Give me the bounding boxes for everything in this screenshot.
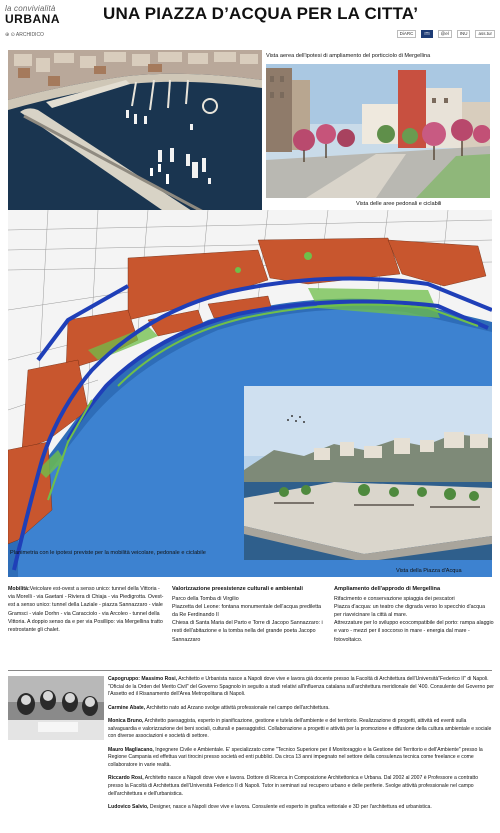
bio-text: Architetto e Urbanista nasce a Napoli dove vive e lavora già docente presso la Facoltà di Architettura dell'Università"Federico II" di Napoli. "Oficial de la Orden del Merito Civil" del Governo Spagnolo in seguito a studi relativi all'influenza catalana sull'architettura meridionale del '400. Consulente del Governo per l'Assetto ed il Risanamento dell'Area Metropolitana di Napoli. — [108, 676, 494, 698]
harbour-heading: Ampliamento dell'approdo di Mergellina — [334, 586, 441, 592]
bio-name: Monica Bruno, — [108, 717, 144, 724]
bio-entry — [108, 747, 494, 770]
mobility-paragraph — [8, 585, 168, 634]
bio-entry — [108, 705, 494, 713]
bio-text: Architetto nato ad Arzano svolge attività professionale nel campo dell'architettura. — [145, 704, 330, 711]
bio-name: Riccardo Rosi, — [108, 775, 144, 782]
heritage-column — [172, 585, 328, 644]
harbour-item: Piazza d'acqua: un teatro che digrada verso lo specchio d'acqua per riavvicinare la città al mare. — [334, 603, 486, 619]
bio-entry — [108, 676, 494, 699]
bio-text: Ingegnere Civile e Ambientale. E' specializzato come "Tecnico Superiore per il Monitoraggio e la Gestione del Territorio e dell'Ambiente" presso la Regione Campania ed effettua vari tirocini presso società ed enti pubblici. Da circa 13 anni impegnato nel settore della consulenza tecnica come freelance e come collaboratore in varie realtà. — [108, 746, 483, 769]
aerial-harbour-image — [8, 50, 262, 222]
partner-logo: DiARC — [397, 30, 417, 38]
mobility-text: Veicolare est-ovest a senso unico: tunnel della Vittoria - via Morelli - via Gaetani - Riviera di Chiaja - via Piedigrotta. Ovest-est a senso unico: tunnel della Laziale - piazza Sannazzaro - viale Gramsci - viale Dorhn - via Caracciolo - via Arcoleo - tunnel della Vittoria. A doppio senso da e per via Posillipo: via Mergellina tratto restrostante gli chalet. — [8, 586, 164, 634]
partner-logo: INU — [457, 30, 471, 38]
bio-text: Architetto nasce a Napoli dove vive e lavora. Dottore di Ricerca in Composizione Architettonica e Urbana. Dal 2002 al 2007 è Professore a contratto presso la Facoltà di Architettura dell'Università Federico II di Napoli. Tutor in seminari sul recupero urbano e delle periferie. Svolge attività professionale nel campo dell'architettura e dell'urbanistica. — [108, 775, 479, 797]
partner-logo: ITI — [421, 30, 432, 38]
logo-tagline: la convivialità — [5, 4, 56, 13]
bio-name: Ludovico Salvio, — [108, 804, 149, 811]
poster-header — [0, 0, 500, 46]
piazza-caption: Vista della Piazza d'Acqua — [396, 568, 462, 574]
heritage-heading: Valorizzazione preesistenze culturali e ambientali — [172, 586, 303, 592]
team-bios — [108, 676, 494, 817]
partner-logo: ass.tur — [475, 30, 495, 38]
logo-wordmark: URBANA — [5, 12, 60, 26]
poster-title: UNA PIAZZA D’ACQUA PER LA CITTA’ — [103, 4, 419, 23]
bio-name: Mauro Magliacano, — [108, 746, 154, 753]
mobility-column — [8, 585, 168, 634]
plan-caption: Planimetria con le ipotesi previste per la mobilità veicolare, pedonale e ciclabile — [10, 550, 206, 556]
partner-logos — [330, 29, 495, 39]
bio-entry — [108, 718, 494, 741]
logo-partner-marks: ⊕ ⊙ ARCHIDICO — [5, 32, 44, 38]
aerial-view-caption: Vista aerea dell'ipotesi di ampliamento del porticciolo di Mergellina — [266, 53, 431, 59]
bio-name: Carmine Abate, — [108, 704, 146, 711]
heritage-item: Parco della Tomba di Virgilio — [172, 595, 239, 602]
bio-text: Architetto paesaggista, esperto in pianificazione, gestione e tutela dell'ambiente e del territorio. Realizzazione di progetti, attività ed eventi sulla salvaguardia e valorizzazione dei beni sociali, culturali e paesaggistici. Collaborazione a progetti e attività per la promozione e diffusione della cultura ambientale e sociale con diverse associazioni e società di settore. — [108, 717, 492, 740]
bio-name: Capogruppo: Massimo Rosi, — [108, 676, 178, 682]
harbour-column — [334, 585, 494, 644]
water-piazza-render — [244, 386, 492, 560]
convivialita-urbana-logo — [5, 4, 65, 40]
bio-text: Designer, nasce a Napoli dove vive e lavora. Consulente ed esperto in grafica vettoriale e 3D per l'architettura ed urbanistica. — [148, 804, 432, 811]
heritage-item: Chiesa di Santa Maria del Parto e Torre di Jacopo Sannazzaro: i resti dell'abitazione e la tomba nella del grande poeta Jacopo Sannazzaro — [172, 620, 323, 643]
partner-logo: @el — [438, 30, 452, 38]
bio-entry — [108, 804, 494, 812]
harbour-item: Rifacimento e conservazione spiaggia dei pescatori — [334, 595, 455, 602]
mobility-heading: Mobilità: — [8, 586, 30, 592]
team-photo — [8, 676, 104, 740]
section-divider — [8, 670, 492, 671]
heritage-item: Piazzetta del Leone: fontana monumentale dell'acqua prediletta da Re Ferdinando II — [172, 603, 322, 619]
bio-entry — [108, 775, 494, 798]
pedestrian-area-image — [266, 64, 490, 198]
pedestrian-view-caption: Vista delle aree pedonali e ciclabili — [356, 201, 442, 207]
harbour-item: Attrezzature per lo sviluppo ecocompatibile del porto: rampa alaggio e varo - mezzi per il soccorso in mare - energia dal mare - fotovoltaico. — [334, 620, 494, 643]
